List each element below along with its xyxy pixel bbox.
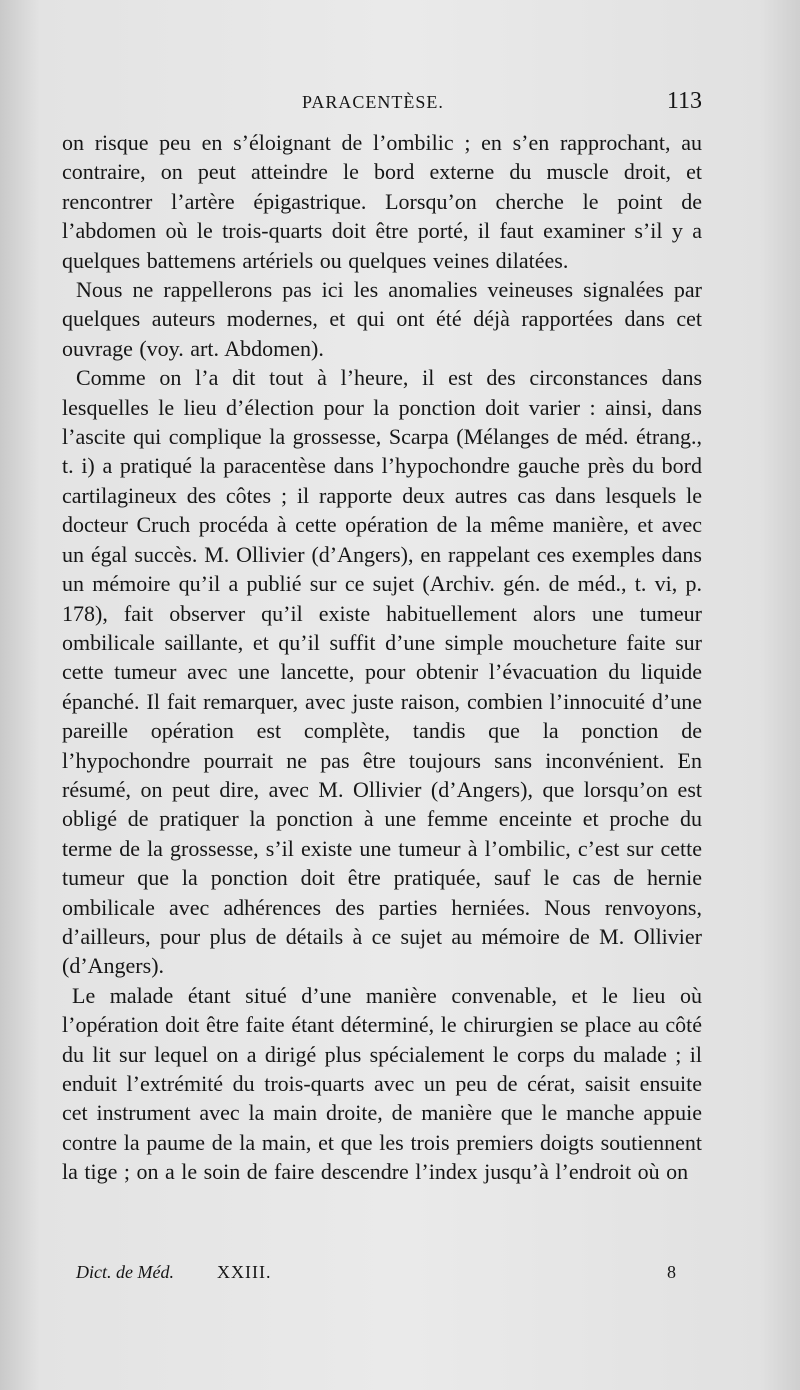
body-text	[62, 128, 702, 1187]
paragraph-1: on risque peu en s’éloignant de l’ombilic ; en s’en rapprochant, au contraire, on peut atteindre le bord externe du muscle droit, et rencontrer l’artère épigastrique. Lorsqu’on cherche le point de l’abdomen où le trois-quarts doit être porté, il faut examiner s’il y a quelques battemens artériels ou quelques veines dilatées.	[62, 130, 702, 273]
page-header	[62, 88, 702, 118]
paragraph-2: Nous ne rappellerons pas ici les anomalies veineuses signalées par quelques auteurs modernes, et qui ont été déjà rapportées dans cet ouvrage (voy. art. Abdomen).	[62, 277, 702, 361]
sheet-number: 8	[667, 1262, 676, 1282]
page-number: 113	[666, 88, 702, 114]
page-footer	[76, 1262, 676, 1286]
running-title: PARACENTÈSE.	[302, 92, 444, 112]
paragraph-4: Le malade étant situé d’une manière convenable, et le lieu où l’opération doit être faite étant déterminé, le chirurgien se place au côté du lit sur lequel on a dirigé plus spécialement le corps du malade ; il enduit l’extrémité du trois-quarts avec un peu de cérat, saisit ensuite cet instrument avec la main droite, de manière que le manche appuie contre la paume de la main, et que les trois premiers doigts soutiennent la tige ; on a le soin de faire descendre l’index jusqu’à l’endroit où on	[62, 982, 702, 1185]
signature-mark: Dict. de Méd.	[76, 1262, 174, 1282]
paragraph-3: Comme on l’a dit tout à l’heure, il est des circonstances dans lesquelles le lieu d’élection pour la ponction doit varier : ainsi, dans l’ascite qui complique la grossesse, Scarpa (Mélanges de méd. étrang., t. i) a pratiqué la paracentèse dans l’hypochondre gauche près du bord cartilagineux des côtes ; il rapporte deux autres cas dans lesquels le docteur Cruch procéda à cette opération de la même manière, et avec un égal succès. M. Ollivier (d’Angers), en rappelant ces exemples dans un mémoire qu’il a publié sur ce sujet (Archiv. gén. de méd., t. vi, p. 178), fait observer qu’il existe habituellement alors une tumeur ombilicale saillante, et qu’il suffit d’une simple moucheture faite sur cette tumeur avec une lancette, pour obtenir l’évacuation du liquide épanché. Il fait remarquer, avec juste raison, combien l’innocuité d’une pareille opération est complète, tandis que la ponction de l’hypochondre pourrait ne pas être toujours sans inconvénient. En résumé, on peut dire, avec M. Ollivier (d’Angers), que lorsqu’on est obligé de pratiquer la ponction à une femme enceinte et proche du terme de la grossesse, s’il existe une tumeur à l’ombilic, c’est sur cette tumeur que la ponction doit être pratiquée, sauf le cas de hernie ombilicale avec adhérences des parties herniées. Nous renvoyons, d’ailleurs, pour plus de détails à ce sujet au mémoire de M. Ollivier (d’Angers).	[62, 365, 702, 979]
volume-number: XXIII.	[217, 1262, 272, 1282]
